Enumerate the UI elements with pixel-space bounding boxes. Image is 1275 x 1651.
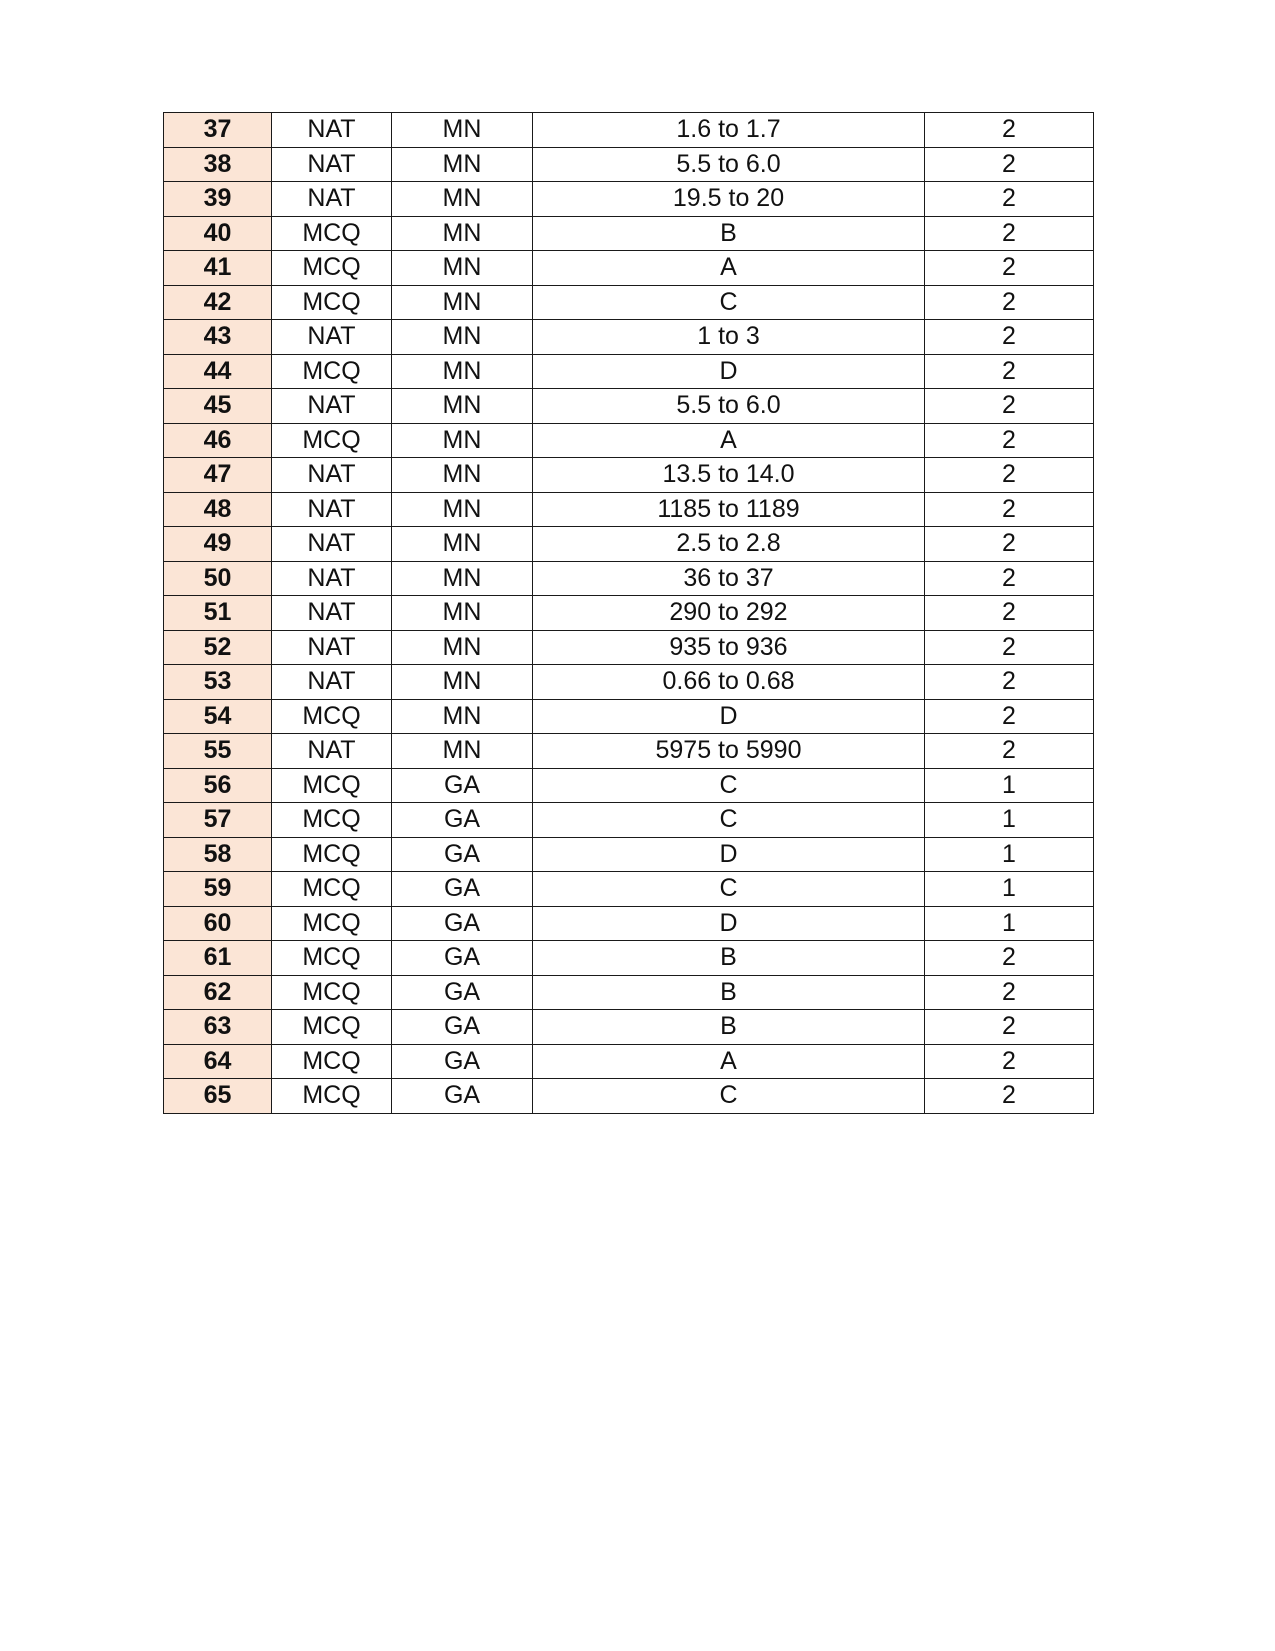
- table-row: [164, 596, 1094, 631]
- question-type-cell: MCQ: [272, 216, 392, 251]
- table-row: [164, 354, 1094, 389]
- marks-cell: 1: [925, 837, 1094, 872]
- section-cell: MN: [392, 699, 533, 734]
- question-number-cell: 63: [164, 1010, 272, 1045]
- question-number-cell: 46: [164, 423, 272, 458]
- table-row: [164, 320, 1094, 355]
- section-cell: MN: [392, 423, 533, 458]
- table-row: [164, 1044, 1094, 1079]
- table-row: [164, 665, 1094, 700]
- question-number-cell: 62: [164, 975, 272, 1010]
- section-cell: GA: [392, 1044, 533, 1079]
- answer-key-cell: 2.5 to 2.8: [533, 527, 925, 562]
- table-row: [164, 1079, 1094, 1114]
- question-type-cell: MCQ: [272, 941, 392, 976]
- question-number-cell: 59: [164, 872, 272, 907]
- answer-key-cell: D: [533, 699, 925, 734]
- table-row: [164, 285, 1094, 320]
- question-type-cell: MCQ: [272, 872, 392, 907]
- answer-key-cell: 290 to 292: [533, 596, 925, 631]
- table-row: [164, 837, 1094, 872]
- answer-key-cell: C: [533, 803, 925, 838]
- section-cell: MN: [392, 354, 533, 389]
- question-number-cell: 41: [164, 251, 272, 286]
- question-type-cell: MCQ: [272, 768, 392, 803]
- section-cell: GA: [392, 1079, 533, 1114]
- table-row: [164, 216, 1094, 251]
- answer-key-cell: C: [533, 872, 925, 907]
- answer-key-cell: 36 to 37: [533, 561, 925, 596]
- section-cell: GA: [392, 975, 533, 1010]
- section-cell: MN: [392, 492, 533, 527]
- table-row: [164, 389, 1094, 424]
- answer-key-cell: B: [533, 975, 925, 1010]
- question-number-cell: 65: [164, 1079, 272, 1114]
- section-cell: GA: [392, 872, 533, 907]
- marks-cell: 2: [925, 147, 1094, 182]
- question-number-cell: 38: [164, 147, 272, 182]
- section-cell: GA: [392, 803, 533, 838]
- answer-key-cell: 13.5 to 14.0: [533, 458, 925, 493]
- question-number-cell: 55: [164, 734, 272, 769]
- question-number-cell: 47: [164, 458, 272, 493]
- question-number-cell: 48: [164, 492, 272, 527]
- section-cell: GA: [392, 906, 533, 941]
- marks-cell: 2: [925, 699, 1094, 734]
- question-type-cell: NAT: [272, 596, 392, 631]
- question-type-cell: MCQ: [272, 251, 392, 286]
- answer-key-cell: 5.5 to 6.0: [533, 147, 925, 182]
- question-number-cell: 51: [164, 596, 272, 631]
- question-type-cell: NAT: [272, 389, 392, 424]
- answer-key-cell: 1185 to 1189: [533, 492, 925, 527]
- marks-cell: 2: [925, 182, 1094, 217]
- question-type-cell: NAT: [272, 113, 392, 148]
- marks-cell: 2: [925, 354, 1094, 389]
- question-number-cell: 43: [164, 320, 272, 355]
- marks-cell: 1: [925, 872, 1094, 907]
- marks-cell: 2: [925, 527, 1094, 562]
- marks-cell: 2: [925, 665, 1094, 700]
- marks-cell: 2: [925, 251, 1094, 286]
- table-row: [164, 768, 1094, 803]
- answer-key-cell: 1 to 3: [533, 320, 925, 355]
- section-cell: MN: [392, 734, 533, 769]
- section-cell: MN: [392, 389, 533, 424]
- question-number-cell: 39: [164, 182, 272, 217]
- table-row: [164, 458, 1094, 493]
- answer-key-cell: 19.5 to 20: [533, 182, 925, 217]
- answer-key-cell: C: [533, 1079, 925, 1114]
- question-number-cell: 44: [164, 354, 272, 389]
- question-type-cell: MCQ: [272, 803, 392, 838]
- question-type-cell: NAT: [272, 561, 392, 596]
- marks-cell: 1: [925, 803, 1094, 838]
- question-type-cell: MCQ: [272, 423, 392, 458]
- marks-cell: 2: [925, 423, 1094, 458]
- section-cell: MN: [392, 561, 533, 596]
- answer-key-cell: B: [533, 941, 925, 976]
- section-cell: MN: [392, 285, 533, 320]
- section-cell: MN: [392, 320, 533, 355]
- marks-cell: 2: [925, 285, 1094, 320]
- question-type-cell: MCQ: [272, 906, 392, 941]
- marks-cell: 2: [925, 1044, 1094, 1079]
- answer-key-cell: D: [533, 906, 925, 941]
- answer-key-cell: 5.5 to 6.0: [533, 389, 925, 424]
- question-number-cell: 64: [164, 1044, 272, 1079]
- question-type-cell: NAT: [272, 734, 392, 769]
- section-cell: MN: [392, 630, 533, 665]
- question-number-cell: 60: [164, 906, 272, 941]
- marks-cell: 1: [925, 906, 1094, 941]
- question-number-cell: 61: [164, 941, 272, 976]
- marks-cell: 2: [925, 975, 1094, 1010]
- question-number-cell: 45: [164, 389, 272, 424]
- section-cell: MN: [392, 458, 533, 493]
- table-row: [164, 423, 1094, 458]
- marks-cell: 2: [925, 320, 1094, 355]
- table-row: [164, 113, 1094, 148]
- section-cell: MN: [392, 251, 533, 286]
- marks-cell: 2: [925, 1079, 1094, 1114]
- question-type-cell: MCQ: [272, 837, 392, 872]
- section-cell: GA: [392, 768, 533, 803]
- table-row: [164, 941, 1094, 976]
- table-row: [164, 527, 1094, 562]
- section-cell: MN: [392, 216, 533, 251]
- answer-key-cell: D: [533, 354, 925, 389]
- section-cell: MN: [392, 113, 533, 148]
- question-type-cell: MCQ: [272, 354, 392, 389]
- section-cell: MN: [392, 182, 533, 217]
- section-cell: GA: [392, 1010, 533, 1045]
- answer-key-cell: B: [533, 1010, 925, 1045]
- table-row: [164, 182, 1094, 217]
- section-cell: GA: [392, 941, 533, 976]
- answer-key-cell: C: [533, 285, 925, 320]
- question-number-cell: 40: [164, 216, 272, 251]
- section-cell: GA: [392, 837, 533, 872]
- question-number-cell: 52: [164, 630, 272, 665]
- question-number-cell: 37: [164, 113, 272, 148]
- marks-cell: 2: [925, 734, 1094, 769]
- section-cell: MN: [392, 147, 533, 182]
- section-cell: MN: [392, 527, 533, 562]
- answer-key-cell: 5975 to 5990: [533, 734, 925, 769]
- question-number-cell: 49: [164, 527, 272, 562]
- question-type-cell: MCQ: [272, 975, 392, 1010]
- marks-cell: 2: [925, 113, 1094, 148]
- answer-key-cell: 1.6 to 1.7: [533, 113, 925, 148]
- answer-key-table-body: [164, 113, 1094, 1114]
- marks-cell: 2: [925, 941, 1094, 976]
- marks-cell: 1: [925, 768, 1094, 803]
- table-row: [164, 734, 1094, 769]
- question-type-cell: MCQ: [272, 1044, 392, 1079]
- marks-cell: 2: [925, 596, 1094, 631]
- table-row: [164, 147, 1094, 182]
- question-type-cell: NAT: [272, 147, 392, 182]
- marks-cell: 2: [925, 389, 1094, 424]
- question-type-cell: NAT: [272, 665, 392, 700]
- answer-key-table: [163, 112, 1094, 1114]
- answer-key-cell: A: [533, 423, 925, 458]
- question-number-cell: 50: [164, 561, 272, 596]
- marks-cell: 2: [925, 630, 1094, 665]
- table-row: [164, 975, 1094, 1010]
- table-row: [164, 561, 1094, 596]
- marks-cell: 2: [925, 458, 1094, 493]
- answer-key-cell: 935 to 936: [533, 630, 925, 665]
- answer-key-cell: A: [533, 251, 925, 286]
- answer-key-cell: 0.66 to 0.68: [533, 665, 925, 700]
- question-type-cell: NAT: [272, 492, 392, 527]
- table-row: [164, 251, 1094, 286]
- question-type-cell: NAT: [272, 320, 392, 355]
- question-number-cell: 53: [164, 665, 272, 700]
- section-cell: MN: [392, 665, 533, 700]
- table-row: [164, 699, 1094, 734]
- marks-cell: 2: [925, 561, 1094, 596]
- question-type-cell: NAT: [272, 182, 392, 217]
- table-row: [164, 906, 1094, 941]
- question-number-cell: 56: [164, 768, 272, 803]
- question-type-cell: MCQ: [272, 699, 392, 734]
- question-number-cell: 58: [164, 837, 272, 872]
- section-cell: MN: [392, 596, 533, 631]
- question-type-cell: MCQ: [272, 1010, 392, 1045]
- table-row: [164, 1010, 1094, 1045]
- table-row: [164, 803, 1094, 838]
- marks-cell: 2: [925, 1010, 1094, 1045]
- question-type-cell: NAT: [272, 458, 392, 493]
- answer-key-cell: A: [533, 1044, 925, 1079]
- table-row: [164, 872, 1094, 907]
- question-type-cell: MCQ: [272, 1079, 392, 1114]
- answer-key-cell: D: [533, 837, 925, 872]
- marks-cell: 2: [925, 492, 1094, 527]
- question-type-cell: MCQ: [272, 285, 392, 320]
- question-number-cell: 42: [164, 285, 272, 320]
- marks-cell: 2: [925, 216, 1094, 251]
- answer-key-cell: C: [533, 768, 925, 803]
- question-type-cell: NAT: [272, 527, 392, 562]
- question-number-cell: 57: [164, 803, 272, 838]
- question-type-cell: NAT: [272, 630, 392, 665]
- answer-key-cell: B: [533, 216, 925, 251]
- table-row: [164, 630, 1094, 665]
- question-number-cell: 54: [164, 699, 272, 734]
- table-row: [164, 492, 1094, 527]
